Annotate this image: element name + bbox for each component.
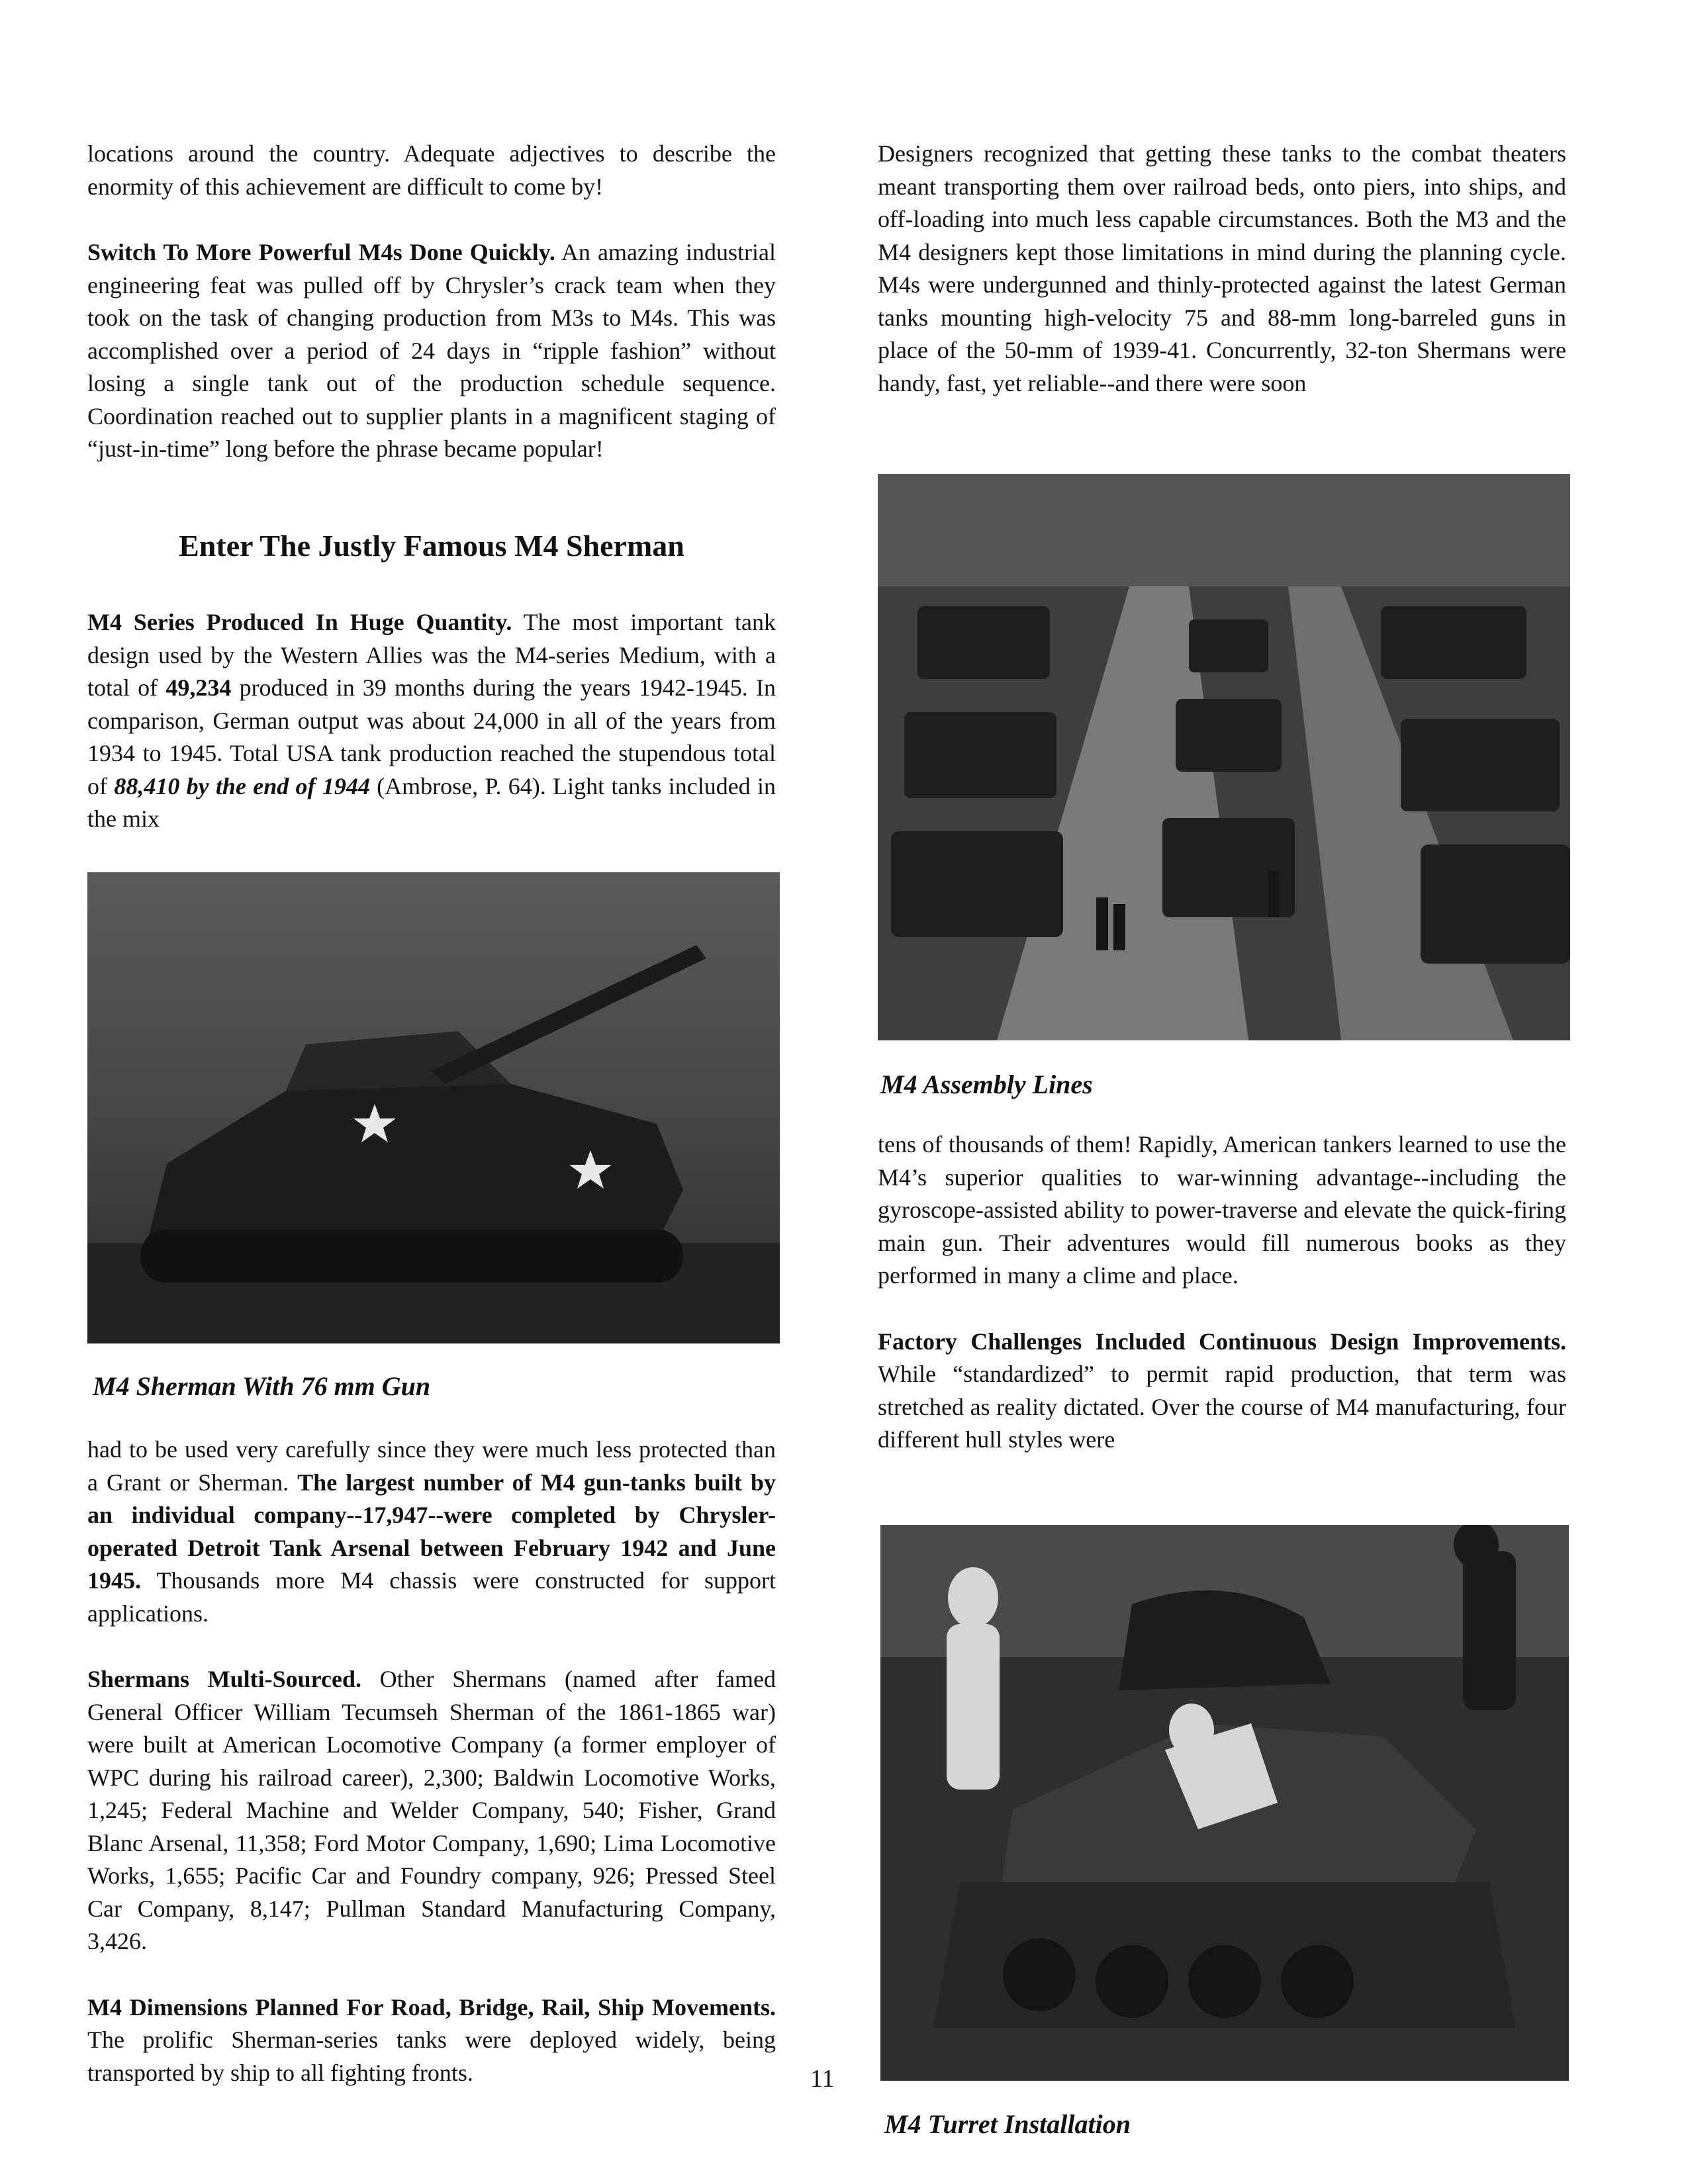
paragraph-text: An amazing industrial engineering feat was pulled off by Chrysler’s crack team when they took on the task of changing production from M3s to M4s. This was accomplished over a period of 24 days in “ripple fashion” without losing a single tank out of the production schedule sequence. Coordination reached out to supplier plants in a magnificent staging of “just-in-time” long before the phrase became popular! [87,239,776,462]
assembly-photo-caption: M4 Assembly Lines [880,1069,1093,1099]
chrysler-highlight: The largest number of M4 gun-tanks built by an individual company--17,947--were completed by Chrysler-operated Detroit Tank Arsenal between February 1942 and June 1945. [87,1469,776,1594]
left-paragraph-2 [87,236,776,466]
usa-total-highlight: 88,410 by the end of 1944 [114,772,370,799]
paragraph-text: While “standardized” to permit rapid production, that term was stretched as reality dictated. Over the course of M4 manufacturing, four different hull styles were [878,1361,1566,1453]
paragraph-text: produced in 39 months during the years 1942-1945. In comparison, German output was about 24,000 in all of the years from 1934 to 1945. Total USA tank production reached the stupendous total of [87,674,776,799]
paragraph-text: The most important tank design used by the Western Allies was the M4-series Medium, with a total of [87,609,776,701]
right-paragraph-1: Designers recognized that getting these tanks to the combat theaters meant transporting them over railroad beds, onto piers, into ships, and off-loading into much less capable circumstances. Both the M3 and the M4 designers kept those limitations in mind during the planning cycle. M4s were undergunned and thinly-protected against the latest German tanks mounting high-velocity 75 and 88-mm long-barreled guns in place of the 50-mm of 1939-41. Concurrently, 32-ton Shermans were handy, fast, yet reliable--and there were soon [878,140,1566,396]
paragraph-text: Thousands more M4 chassis were constructed for support applications. [87,1567,776,1627]
left-paragraph-5 [87,1663,776,1958]
sherman-photo-caption: M4 Sherman With 76 mm Gun [93,1371,431,1401]
left-paragraph-6 [87,1991,776,2090]
left-column-upper [87,138,776,466]
left-paragraph-4 [87,1433,776,1630]
paragraph-text: The prolific Sherman-series tanks were deployed widely, being transported by ship to all fighting fronts. [87,2026,776,2086]
paragraph-text: had to be used very carefully since they were much less protected than a Grant or Sherman. [87,1436,776,1496]
paragraph-heading: M4 Dimensions Planned For Road, Bridge, Rail, Ship Movements. [87,1993,776,2021]
right-paragraph-3 [878,1326,1566,1457]
right-column-middle [878,1128,1566,1457]
left-paragraph-3 [87,606,776,836]
paragraph-heading: M4 Series Produced In Huge Quantity. [87,609,512,635]
paragraph-text: Other Shermans (named after famed General Officer William Tecumseh Sherman of the 1861-1865 war) were built at American Locomotive Company (a former employer of WPC during his railroad career), 2,300; Baldwin Locomotive Works, 1,245; Federal Machine and Welder Company, 540; Fisher, Grand Blanc Arsenal, 11,358; Ford Motor Company, 1,690; Lima Locomotive Works, 1,655; Pacific Car and Foundry company, 926; Pressed Steel Car Company, 8,147; Pullman Standard Manufacturing Company, 3,426. [87,1666,776,1954]
paragraph-heading: Shermans Multi-Sourced. [87,1666,361,1692]
production-total-number: 49,234 [165,674,232,701]
assembly-lines-photo [878,474,1570,1040]
paragraph-heading: Switch To More Powerful M4s Done Quickly. [87,239,555,265]
left-column-middle [87,606,776,836]
sherman-76mm-photo [87,872,780,1343]
page-number: 11 [810,2065,835,2093]
right-paragraph-2: tens of thousands of them! Rapidly, American tankers learned to use the M4’s superior qualities to war-winning advantage--including the gyroscope-assisted ability to power-traverse and elevate the quick-firing main gun. Their adventures would fill numerous books as they performed in many a clime and place. [878,1131,1566,1289]
left-column-lower [87,1433,776,2089]
turret-photo-caption: M4 Turret Installation [884,2109,1131,2139]
turret-installation-photo [880,1525,1569,2081]
paragraph-heading: Factory Challenges Included Continuous Design Improvements. [878,1328,1566,1355]
section-title: Enter The Justly Famous M4 Sherman [179,529,684,563]
left-paragraph-1: locations around the country. Adequate adjectives to describe the enormity of this achievement are difficult to come by! [87,140,776,200]
right-column-upper [878,138,1566,400]
paragraph-text: (Ambrose, P. 64). Light tanks included in the mix [87,772,776,832]
